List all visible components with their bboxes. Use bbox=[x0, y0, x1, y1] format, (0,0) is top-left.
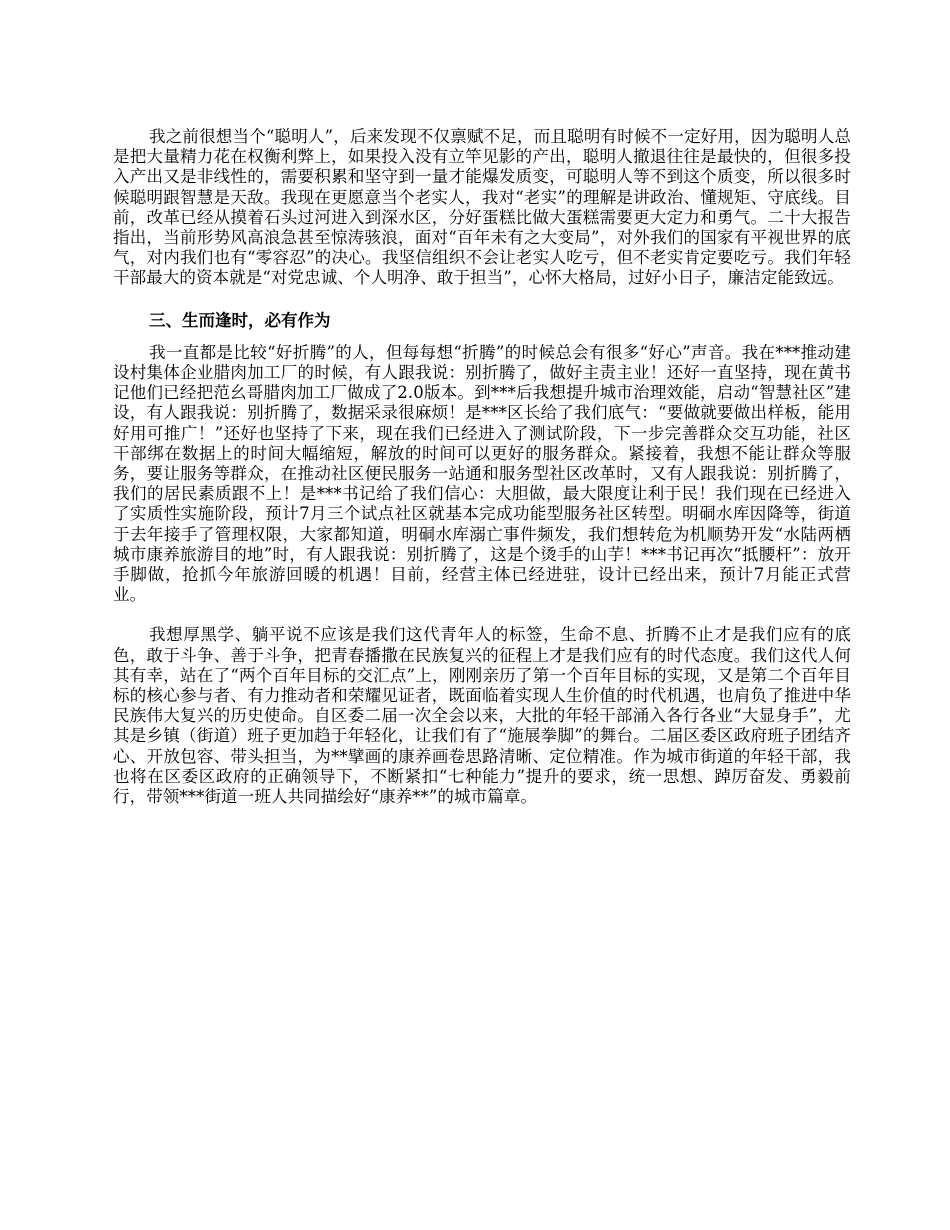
document-page bbox=[113, 127, 851, 807]
paragraph-spacer bbox=[113, 331, 851, 343]
paragraph-youth-mission: 我想厚黑学、躺平说不应该是我们这代青年人的标签，生命不息、折腾不止才是我们应有的底色，敢于斗争、善于斗争，把青春播撒在民族复兴的征程上才是我们应有的时代态度。我们这代人何其有幸，站在了“两个百年目标的交汇点”上，刚刚亲历了第一个百年目标的实现，又是第二个百年目标的核心参与者、有力推动者和荣耀见证者，既面临着实现人生价值的时代机遇，也肩负了推进中华民族伟大复兴的历史使命。自区委二届一次全会以来，大批的年轻干部涌入各行各业“大显身手”，尤其是乡镇（街道）班子更加趋于年轻化，让我们有了“施展拳脚”的舞台。二届区委区政府班子团结齐心、开放包容、带头担当，为**擘画的康养画卷思路清晰、定位精准。作为城市街道的年轻干部，我也将在区委区政府的正确领导下，不断紧扣“七种能力”提升的要求，统一思想、踔厉奋发、勇毅前行，带领***街道一班人共同描绘好“康养**”的城市篇章。 bbox=[113, 625, 851, 807]
section-heading: 三、生而逢时，必有作为 bbox=[149, 310, 331, 330]
paragraph-spacer bbox=[113, 289, 851, 311]
paragraph-tinkering: 我一直都是比较“好折腾”的人，但每每想“折腾”的时候总会有很多“好心”声音。我在***推动建设村集体企业腊肉加工厂的时候，有人跟我说：别折腾了，做好主责主业！还好一直坚持，现在黄书记他们已经把范幺哥腊肉加工厂做成了2.0版本。到***后我想提升城市治理效能，启动“智慧社区”建设，有人跟我说：别折腾了，数据采录很麻烦！是***区长给了我们底气：“要做就要做出样板，能用好用可推广！”还好也坚持了下来，现在我们已经进入了测试阶段，下一步完善群众交互功能，社区干部绑在数据上的时间大幅缩短，解放的时间可以更好的服务群众。紧接着，我想不能让群众等服务，要让服务等群众，在推动社区便民服务一站通和服务型社区改革时，又有人跟我说：别折腾了，我们的居民素质跟不上！是***书记给了我们信心：大胆做，最大限度让利于民！我们现在已经进入了实质性实施阶段，预计7月三个试点社区就基本完成功能型服务社区转型。明硐水库因降等，街道于去年接手了管理权限，大家都知道，明硐水库溺亡事件频发，我们想转危为机顺势开发“水陆两栖城市康养旅游目的地”时，有人跟我说：别折腾了，这是个烫手的山芋！***书记再次“抵腰杆”：放开手脚做，抢抓今年旅游回暖的机遇！目前，经营主体已经进驻，设计已经出来，预计7月能正式营业。 bbox=[113, 342, 851, 605]
paragraph-spacer bbox=[113, 605, 851, 625]
paragraph-smart-vs-honest: 我之前很想当个“聪明人”，后来发现不仅禀赋不足，而且聪明有时候不一定好用，因为聪明人总是把大量精力花在权衡利弊上，如果投入没有立竿见影的产出，聪明人撤退往往是最快的，但很多投入产出又是非线性的，需要积累和坚守到一量才能爆发质变，可聪明人等不到这个质变，所以很多时候聪明跟智慧是天敌。我现在更愿意当个老实人，我对“老实”的理解是讲政治、懂规矩、守底线。目前，改革已经从摸着石头过河进入到深水区，分好蛋糕比做大蛋糕需要更大定力和勇气。二十大报告指出，当前形势风高浪急甚至惊涛骇浪，面对“百年未有之大变局”，对外我们的国家有平视世界的底气，对内我们也有“零容忍”的决心。我坚信组织不会让老实人吃亏，但不老实肯定要吃亏。我们年轻干部最大的资本就是“对党忠诚、个人明净、敢于担当”，心怀大格局，过好小日子，廉洁定能致远。 bbox=[113, 127, 851, 288]
